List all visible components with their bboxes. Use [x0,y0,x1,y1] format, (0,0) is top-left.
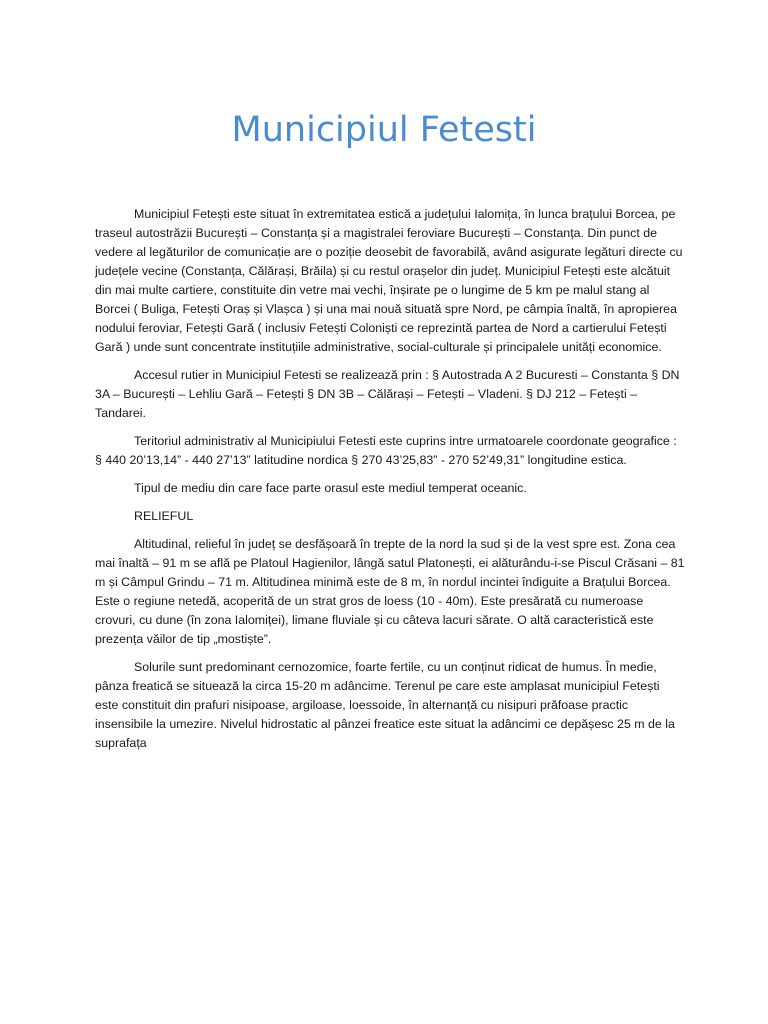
paragraph-relief: Altitudinal, relieful în județ se desfășoară în trepte de la nord la sud și de la vest spre est. Zona cea mai înaltă – 91 m se află pe Platoul Hagienilor, lângă satul Platonești, ei alăturându-i-se Piscul Crăsani – 81 m și Câmpul Grindu – 71 m. Altitudinea minimă este de 8 m, în nordul incintei îndiguite a Brațului Borcea. Este o regiune netedă, acoperită de un strat gros de loess (10 - 40m). Este presărată cu numeroase crovuri, cu dune (în zona Ialomiței), limane fluviale și cu câteva lacuri sărate. O altă caracteristică este prezența văilor de tip „mostiște”. [95,537,685,646]
page-title: Municipiul Fetesti [231,110,537,150]
document-body [95,205,685,762]
paragraph-road-access: Accesul rutier in Municipiul Fetesti se realizează prin : § Autostrada A 2 Bucuresti – Constanta § DN 3A – București – Lehliu Gară – Fetești § DN 3B – Călărași – Fetești – Vladeni. § DJ 212 – Fetești – Tandarei. [95,368,680,420]
paragraph-climate: Tipul de mediu din care face parte orasul este mediul temperat oceanic. [134,481,527,495]
paragraph-soils: Solurile sunt predominant cernozomice, foarte fertile, cu un conținut ridicat de humus. În medie, pânza freatică se situează la circa 15-20 m adâncime. Terenul pe care este amplasat municipiul Fetești este constituit din prafuri nisipoase, argiloase, loessoide, în alternanță cu nisipuri prăfoase practic insensibile la umezire. Nivelul hidrostatic al pânzei freatice este situat la adâncimi ce depășesc 25 m de la suprafața [95,660,675,750]
section-heading-relief: RELIEFUL [134,509,194,523]
paragraph-intro: Municipiul Fetești este situat în extremitatea estică a județului Ialomița, în lunca brațului Borcea, pe traseul autostrăzii București – Constanța și a magistralei feroviare București – Constanța. Din punct de vedere al legăturilor de comunicație are o poziție deosebit de favorabilă, având asigurate legături directe cu județele vecine (Constanța, Călărași, Brăila) și cu restul orașelor din județ. Municipiul Fetești este alcătuit din mai multe cartiere, constituite din vetre mai vechi, înșirate pe o lungime de 5 km pe malul stang al Borcei ( Buliga, Fetești Oraș și Vlașca ) și una mai nouă situată spre Nord, pe câmpia înaltă, în apropierea nodului feroviar, Fetești Gară ( inclusiv Fetești Coloniști ce reprezintă partea de Nord a cartierului Fetești Gară ) unde sunt concentrate instituțiile administrative, social-culturale și principalele unități economice. [95,207,683,354]
paragraph-coordinates: Teritoriul administrativ al Municipiului Fetesti este cuprins intre urmatoarele coordonate geografice : § 440 20’13,14” - 440 27’13” latitudine nordica § 270 43’25,83” - 270 52’49,31” longitudine estica. [95,434,677,467]
